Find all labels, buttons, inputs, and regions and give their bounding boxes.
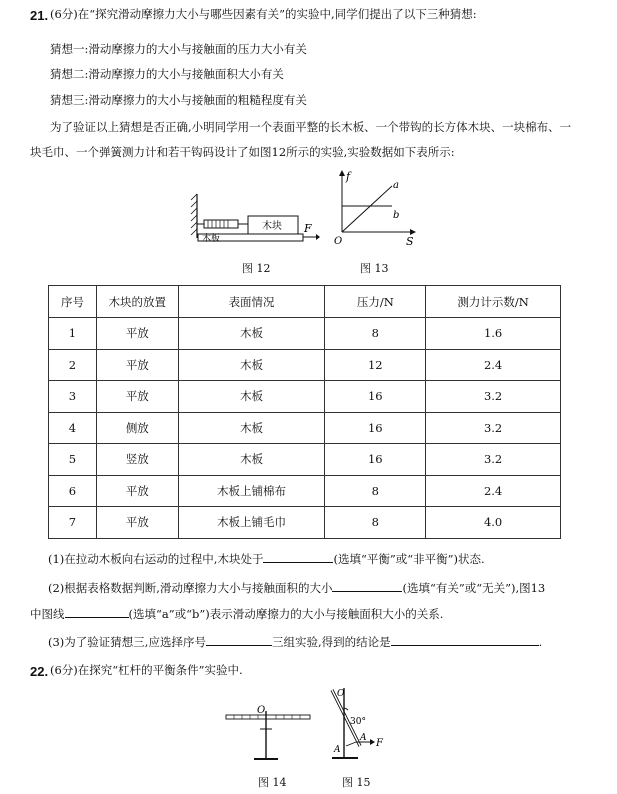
figure-12-apparatus — [190, 192, 320, 250]
sub-question-3-text-2: 三组实验,得到的结论是 — [271, 635, 391, 649]
friction-data-table — [48, 285, 561, 539]
answer-blank-1[interactable] — [263, 551, 333, 563]
figure-15-angle-label: 30° — [350, 717, 366, 727]
table-cell: 16 — [325, 412, 426, 444]
answer-blank-4[interactable] — [206, 634, 272, 646]
figure-15-lever — [322, 684, 392, 766]
sub-question-3-text: (3)为了验证猜想三,应选择序号 — [48, 635, 206, 649]
table-cell: 12 — [325, 349, 426, 381]
table-cell: 16 — [325, 381, 426, 413]
table-cell: 3.2 — [426, 412, 561, 444]
table-cell: 8 — [325, 507, 426, 539]
table-cell: 平放 — [96, 318, 178, 350]
table-row — [49, 444, 561, 476]
table-row — [49, 381, 561, 413]
table-cell: 平放 — [96, 381, 178, 413]
table-header-cell: 测力计示数/N — [426, 286, 561, 318]
table-cell: 木板上铺毛巾 — [178, 507, 325, 539]
table-cell: 3.2 — [426, 381, 561, 413]
sub-question-1-options: (选填“平衡”或“非平衡”)状态. — [333, 552, 485, 566]
sub-question-2-options: (选填“有关”或“无关”),图13 — [402, 581, 546, 595]
sub-question-3-end: . — [538, 635, 543, 649]
table-cell: 4 — [49, 412, 97, 444]
table-cell: 2.4 — [426, 349, 561, 381]
figure-12-force-label: F — [304, 222, 312, 235]
table-cell: 侧放 — [96, 412, 178, 444]
table-row — [49, 507, 561, 539]
question-21-number: 21. — [30, 8, 49, 23]
figure-14-caption: 图 14 — [258, 776, 287, 789]
hypothesis-2: 猜想二:滑动摩擦力的大小与接触面积大小有关 — [50, 67, 284, 81]
sub-question-2-line-1 — [48, 578, 545, 599]
figure-13-origin: O — [334, 236, 343, 247]
sub-question-3 — [48, 632, 542, 653]
table-header-row — [49, 286, 561, 318]
table-cell: 木板 — [178, 444, 325, 476]
figure-13-line-a: a — [393, 180, 399, 191]
table-cell: 2 — [49, 349, 97, 381]
table-cell: 4.0 — [426, 507, 561, 539]
table-cell: 木板 — [178, 381, 325, 413]
table-cell: 平放 — [96, 475, 178, 507]
figure-13-y-label: f — [346, 170, 351, 183]
figure-12-block-label: 木块 — [262, 221, 282, 232]
table-cell: 1 — [49, 318, 97, 350]
table-row — [49, 412, 561, 444]
figure-15-force-label: F — [376, 738, 383, 749]
sub-question-1 — [48, 549, 485, 570]
table-cell: 木板上铺棉布 — [178, 475, 325, 507]
figure-13-line-b: b — [393, 210, 400, 221]
figure-14-pivot-label: O — [257, 705, 266, 716]
table-cell: 2.4 — [426, 475, 561, 507]
question-22-number: 22. — [30, 664, 49, 679]
table-cell: 平放 — [96, 507, 178, 539]
figure-14-lever — [224, 703, 312, 765]
answer-blank-5[interactable] — [391, 634, 539, 646]
sub-question-2-text: (2)根据表格数据判断,滑动摩擦力大小与接触面积的大小 — [48, 581, 333, 595]
figure-15-point-a: A — [360, 733, 367, 743]
table-cell: 木板 — [178, 318, 325, 350]
table-header-cell: 木块的放置 — [96, 286, 178, 318]
sub-question-2-line-2 — [30, 604, 443, 625]
figure-12-caption: 图 12 — [242, 262, 271, 275]
hypothesis-3: 猜想三:滑动摩擦力的大小与接触面的粗糙程度有关 — [50, 93, 307, 107]
answer-blank-2[interactable] — [332, 580, 402, 592]
table-cell: 3 — [49, 381, 97, 413]
sub-question-1-text: (1)在拉动木板向右运动的过程中,木块处于 — [48, 552, 264, 566]
figure-15-point-a-lower: A — [334, 745, 341, 755]
figure-13-x-label: S — [406, 235, 414, 248]
table-cell: 3.2 — [426, 444, 561, 476]
table-header-cell: 序号 — [49, 286, 97, 318]
table-cell: 竖放 — [96, 444, 178, 476]
table-cell: 平放 — [96, 349, 178, 381]
table-cell: 8 — [325, 475, 426, 507]
experiment-setup-line-1: 为了验证以上猜想是否正确,小明同学用一个表面平整的长木板、一个带钩的长方体木块、一块棉布、一 — [50, 120, 572, 134]
table-cell: 木板 — [178, 349, 325, 381]
table-cell: 8 — [325, 318, 426, 350]
table-cell: 木板 — [178, 412, 325, 444]
figure-13-caption: 图 13 — [360, 262, 389, 275]
table-row — [49, 475, 561, 507]
table-cell: 7 — [49, 507, 97, 539]
table-cell: 16 — [325, 444, 426, 476]
table-cell: 5 — [49, 444, 97, 476]
table-row — [49, 349, 561, 381]
table-row — [49, 318, 561, 350]
sub-question-2-options-2: (选填“a”或“b”)表示滑动摩擦力的大小与接触面积大小的关系. — [128, 607, 444, 621]
sub-question-2-text-2: 中图线 — [30, 607, 65, 621]
table-cell: 1.6 — [426, 318, 561, 350]
question-22-intro: (6分)在探究“杠杆的平衡条件”实验中. — [50, 663, 243, 677]
table-cell: 6 — [49, 475, 97, 507]
figure-13-graph — [330, 168, 420, 248]
table-header-cell: 表面情况 — [178, 286, 325, 318]
question-21-intro: (6分)在“探究滑动摩擦力大小与哪些因素有关”的实验中,同学们提出了以下三种猜想: — [50, 7, 477, 21]
figure-12-board-label: 木板 — [202, 234, 221, 244]
figure-15-pivot-label: O — [337, 689, 345, 699]
figure-15-caption: 图 15 — [342, 776, 371, 789]
hypothesis-1: 猜想一:滑动摩擦力的大小与接触面的压力大小有关 — [50, 42, 307, 56]
answer-blank-3[interactable] — [65, 606, 129, 618]
experiment-setup-line-2: 块毛巾、一个弹簧测力计和若干钩码设计了如图12所示的实验,实验数据如下表所示: — [30, 145, 455, 159]
table-header-cell: 压力/N — [325, 286, 426, 318]
